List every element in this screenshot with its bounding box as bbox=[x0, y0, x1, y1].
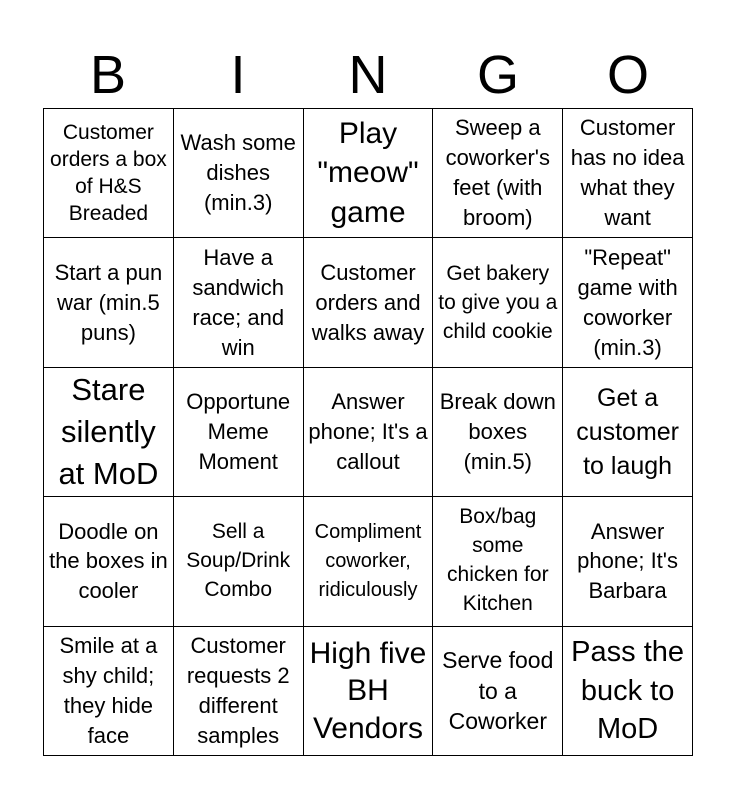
bingo-cell-r4c3[interactable] bbox=[304, 497, 434, 626]
bingo-cell-r5c1[interactable] bbox=[44, 627, 174, 756]
cell-text: Answer phone; It's Barbara bbox=[577, 518, 678, 604]
bingo-board bbox=[43, 108, 693, 756]
cell-text: Customer has no idea what they want bbox=[570, 115, 685, 231]
cell-text: Customer requests 2 different samples bbox=[186, 632, 290, 748]
header-letter-i: I bbox=[230, 45, 246, 105]
cell-text: Start a pun war (min.5 puns) bbox=[54, 259, 163, 345]
cell-text: Sweep a coworker's feet (with broom) bbox=[445, 115, 551, 231]
bingo-cell-r1c1[interactable] bbox=[44, 109, 174, 238]
cell-text: Play "meow" game bbox=[317, 116, 419, 229]
cell-text: "Repeat" game with coworker (min.3) bbox=[577, 244, 678, 360]
header-letter-g: G bbox=[476, 45, 519, 105]
cell-text: Compliment coworker, ridiculously bbox=[314, 520, 422, 601]
header-letter-o: O bbox=[606, 45, 649, 105]
cell-text: Smile at a shy child; they hide face bbox=[59, 632, 158, 748]
bingo-cell-r2c4[interactable] bbox=[433, 238, 563, 367]
bingo-cell-r5c5[interactable] bbox=[563, 627, 693, 756]
cell-text: High five BH Vendors bbox=[309, 636, 427, 745]
header-letter-n: N bbox=[348, 45, 388, 105]
bingo-cell-r1c3[interactable] bbox=[304, 109, 434, 238]
cell-text: Answer phone; It's a callout bbox=[308, 389, 428, 474]
cell-text: Serve food to a Coworker bbox=[442, 646, 554, 735]
bingo-cell-r3c4[interactable] bbox=[433, 368, 563, 497]
bingo-cell-r4c1[interactable] bbox=[44, 497, 174, 626]
bingo-cell-r1c2[interactable] bbox=[174, 109, 304, 238]
bingo-cell-r2c3[interactable] bbox=[304, 238, 434, 367]
bingo-cell-r3c5[interactable] bbox=[563, 368, 693, 497]
bingo-cell-r4c4[interactable] bbox=[433, 497, 563, 626]
bingo-header bbox=[43, 44, 693, 106]
cell-text: Pass the buck to MoD bbox=[571, 635, 685, 746]
bingo-cell-r4c2[interactable] bbox=[174, 497, 304, 626]
bingo-cell-r3c2[interactable] bbox=[174, 368, 304, 497]
bingo-cell-r2c2[interactable] bbox=[174, 238, 304, 367]
header-letter-b: B bbox=[89, 45, 127, 105]
bingo-cell-r5c3[interactable] bbox=[304, 627, 434, 756]
bingo-cell-r1c4[interactable] bbox=[433, 109, 563, 238]
cell-text: Get bakery to give you a child cookie bbox=[438, 261, 558, 344]
cell-text: Doodle on the boxes in cooler bbox=[49, 518, 168, 604]
bingo-cell-r2c1[interactable] bbox=[44, 238, 174, 367]
bingo-cell-r4c5[interactable] bbox=[563, 497, 693, 626]
cell-text: Get a customer to laugh bbox=[576, 383, 679, 481]
cell-text: Box/bag some chicken for Kitchen bbox=[447, 505, 549, 616]
cell-text: Customer orders and walks away bbox=[311, 259, 425, 345]
cell-text: Have a sandwich race; and win bbox=[192, 244, 285, 360]
cell-text: Wash some dishes (min.3) bbox=[180, 130, 296, 216]
bingo-cell-r5c4[interactable] bbox=[433, 627, 563, 756]
bingo-cell-r2c5[interactable] bbox=[563, 238, 693, 367]
bingo-cell-r3c3[interactable] bbox=[304, 368, 434, 497]
cell-text: Stare silently at MoD bbox=[58, 372, 159, 491]
bingo-cell-r1c5[interactable] bbox=[563, 109, 693, 238]
cell-text: Sell a Soup/Drink Combo bbox=[186, 519, 291, 601]
cell-text: Opportune Meme Moment bbox=[186, 389, 291, 474]
bingo-cell-r5c2[interactable] bbox=[174, 627, 304, 756]
cell-text: Break down boxes (min.5) bbox=[439, 389, 556, 474]
bingo-cell-r3c1[interactable] bbox=[44, 368, 174, 497]
cell-text: Customer orders a box of H&S Breaded bbox=[50, 120, 167, 226]
